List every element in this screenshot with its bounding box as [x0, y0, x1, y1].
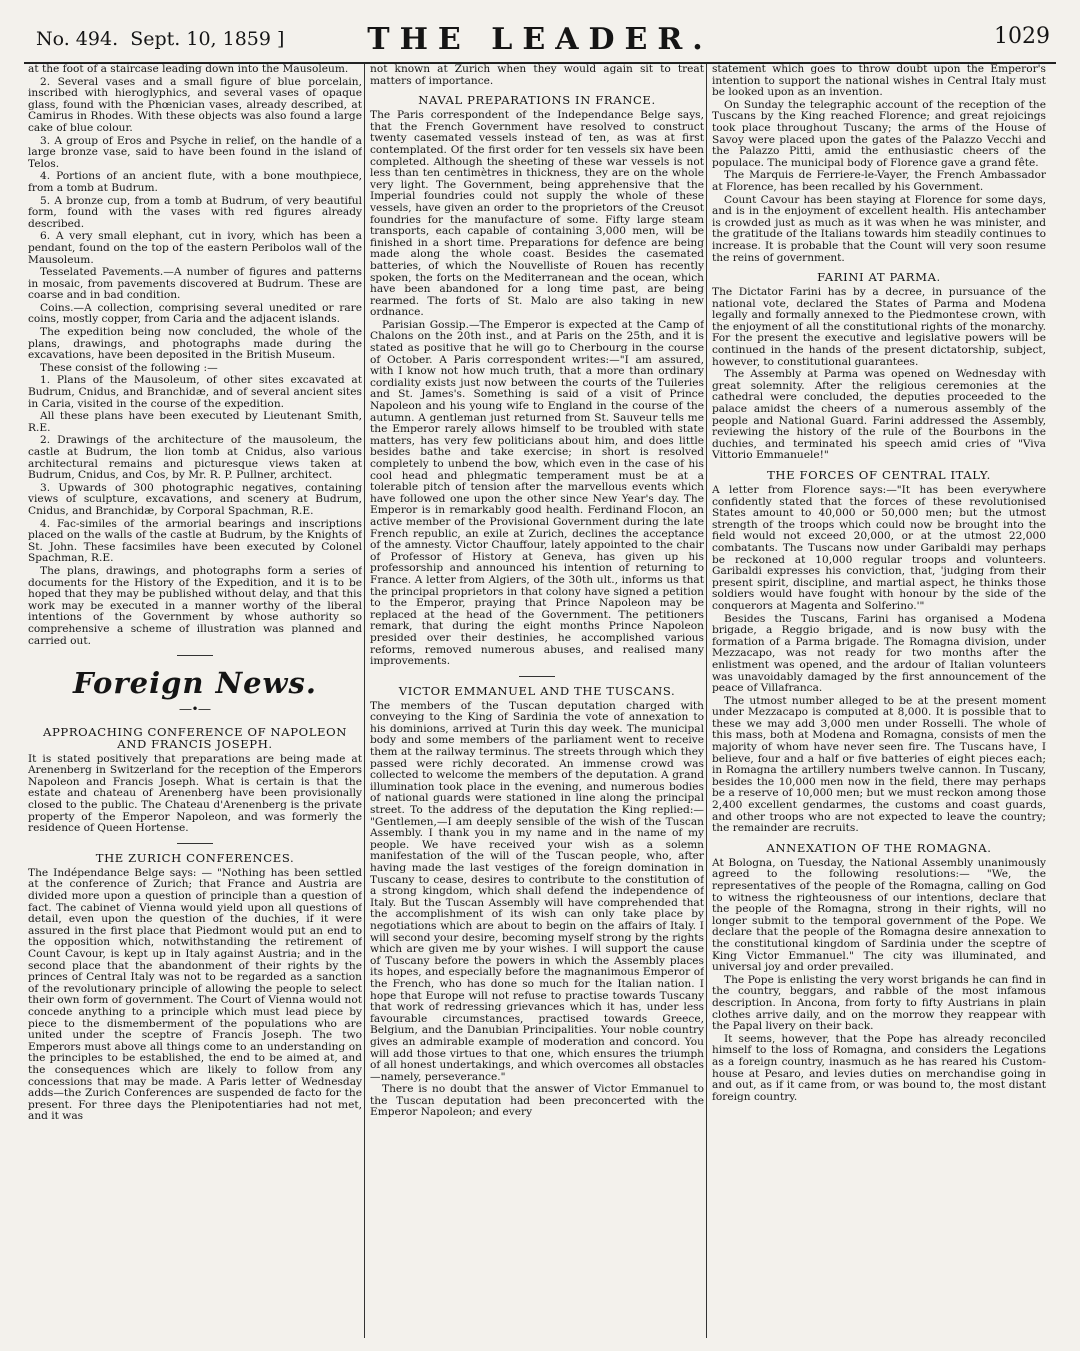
article-heading: VICTOR EMMANUEL AND THE TUSCANS.	[398, 683, 676, 698]
section-divider	[519, 676, 555, 677]
paragraph: Parisian Gossip.—The Emperor is expected at the Camp of Chalons on the 20th inst., and at Paris on the 25th, and it is stated as positive that he will go to Cherbourg in the course of October. A Paris correspondent writes:—"I am assured, with I know not how much truth, that a more than ordinary cordiality exists just now between the courts of the Tuileries and St. James's. Something is said of a visit of Prince Napoleon and his young wife to England in the course of the autumn. A gentleman just returned from St. Sauveur tells me the Emperor rarely allows himself to be troubled with state matters, has very few politicians about him, and does little besides bathe and take exercise; in short is resolved completely to unbend the bow, which even in the case of his cool head and phlegmatic temperament must be at a tolerable pitch of tension after the marvellous events which have followed one upon the other since New Year's day. The Emperor is in remarkably good health. Ferdinand Flocon, an active member of the Provisional Government during the late French republic, an exile at Zurich, declines the acceptance of the amnesty. Victor Chauffour, lately appointed to the chair of Professor of History at Geneva, has given up his professorship and announced his intention of returning to France. A letter from Algiers, of the 30th ult., informs us that the principal proprietors in that colony have signed a petition to the Emperor, praying that Prince Napoleon may be replaced at the head of the Government. The petitioners remark, that during the eight months Prince Napoleon presided over their destinies, he accomplished various reforms, removed numerous abuses, and realised many improvements.	[370, 318, 704, 668]
paragraph: It is stated positively that preparations are being made at Arenenberg in Switzerland for the reception of the Emperors Napoleon and Francis Joseph. What is certain is that the estate and chateau of Arenenberg have been provisionally closed to the public. The Chateau d'Arenenberg is the private property of the Emperor Napoleon, and was formerly the residence of Queen Hortense.	[28, 752, 362, 835]
article-heading: ANNEXATION OF THE ROMAGNA.	[766, 840, 992, 855]
paragraph: not known at Zurich when they would again sit to treat matters of importance.	[370, 64, 704, 87]
paragraph: The Paris correspondent of the Independance Belge says, that the French Government have resolved to construct twenty casemated vessels instead of ten, as was at first contemplated. Of the first order for ten vessels six have been completed. Although the sheeting of these war vessels is not less than ten centimètres in thickness, they are on the whole very light. The Government, being apprehensive that the Imperial foundries could not supply the whole of these vessels, have given an order to the proprietors of the Creusot foundries for the manufacture of some. Fifty large steam transports, each capable of containing 3,000 men, will be finished in a short time. Preparations for defence are being made along the whole coast. Besides the casemated batteries, of which the Nouvelliste of Rouen has recently spoken, the forts on the Mediterranean and the ocean, which have been abandoned for a long time past, are being rearmed. The forts of St. Malo are also taking in new ordnance.	[370, 109, 704, 319]
issue-date: Sept. 10, 1859 ]	[130, 28, 285, 50]
paragraph: 6. A very small elephant, cut in ivory, which has been a pendant, found on the top of the eastern Peribolos wall of the Mausoleum.	[28, 230, 362, 266]
paragraph: The plans, drawings, and photographs form a series of documents for the History of the Expedition, and it is to be hoped that they may be published without delay, and that this work may be executed in a manner worthy of the liberal intentions of the Government by whose authority so comprehensive a scheme of illustration was planned and carried out.	[28, 564, 362, 647]
column-3	[712, 64, 1046, 1336]
paragraph: Tesselated Pavements.—A number of figures and patterns in mosaic, from pavements discovered at Budrum. These are coarse and in bad condition.	[28, 266, 362, 302]
paragraph: The utmost number alleged to be at the present moment under Mezzacapo is computed at 8,000. It is possible that to these we may add 3,000 men under Rosselli. The whole of this mass, both at Modena and Romagna, consists of men the majority of whom have never seen fire. The Tuscans have, I believe, four and a half or five batteries of eight pieces each; in Romagna the artillery numbers twelve cannon. In Tuscany, besides the 10,000 men now in the field, there may perhaps be a reserve of 10,000 men; but we must reckon among those 2,400 excellent gendarmes, the customs and coast guards, and other troops who are not expected to leave the country; the remainder are recruits.	[712, 694, 1046, 835]
article-heading: THE ZURICH CONFERENCES.	[95, 850, 295, 865]
paragraph: statement which goes to throw doubt upon the Emperor's intention to support the national wishes in Central Italy must be looked upon as an invention.	[712, 64, 1046, 99]
paragraph: The Indépendance Belge says: — "Nothing has been settled at the conference of Zurich; that France and Austria are divided more upon a question of principle than a question of fact. The cabinet of Vienna would yield upon all questions of detail, even upon the question of the duchies, if it were assured in the first place that Piedmont would put an end to the opposition which, notwithstanding the retirement of Count Cavour, is kept up in Italy against Austria; and in the second place that the abandonment of their rights by the princes of Central Italy was not to be regarded as a sanction of the revolutionary principle of allowing the people to select their own form of government. The Court of Vienna would not concede anything to a principle which must lead piece by piece to the dismemberment of the populations who are united under the sceptre of Francis Joseph. The two Emperors must above all things come to an understanding on the principles to be established, the end to be aimed at, and the consequences which are likely to follow from any concessions that may be made. A Paris letter of Wednesday adds—the Zurich Conferences are suspended de facto for the present. For three days the Plenipotentiaries had not met, and it was	[28, 866, 362, 1123]
paragraph: It seems, however, that the Pope has already reconciled himself to the loss of Romagna, and considers the Legations as a foreign country, inasmuch as he has reared his Custom-house at Pesaro, and levies duties on merchandise going in and out, as if it came from, or was bound to, the most distant foreign country.	[712, 1032, 1046, 1103]
paragraph: 5. A bronze cup, from a tomb at Budrum, of very beautiful form, found with the vases with red figures already described.	[28, 194, 362, 230]
article-heading: APPROACHING CONFERENCE OF NAPOLEON AND FRANCIS JOSEPH.	[43, 724, 347, 751]
paragraph: On Sunday the telegraphic account of the reception of the Tuscans by the King reached Florence; and great rejoicings took place throughout Tuscany; the arms of the House of Savoy were placed upon the gates of the Palazzo Vecchi and the Palazzo Pitti, amid the enthusiastic cheers of the populace. The municipal body of Florence gave a grand fête.	[712, 98, 1046, 169]
paragraph: At Bologna, on Tuesday, the National Assembly unanimously agreed to the following resolutions:— "We, the representatives of the people of the Romagna, calling on God to witness the righteousness of our intentions, declare that the people of the Romagna, strong in their rights, will no longer submit to the temporal government of the Pope. We declare that the people of the Romagna desire annexation to the constitutional kingdom of Sardinia under the sceptre of King Victor Emmanuel." The city was illuminated, and universal joy and order prevailed.	[712, 856, 1046, 974]
paragraph: The Assembly at Parma was opened on Wednesday with great solemnity. After the religious ceremonies at the cathedral were concluded, the deputies proceeded to the palace amidst the cheers of a numerous assembly of the people and National Guard. Farini addressed the Assembly, reviewing the history of the rule of the Bourbons in the duchies, and terminated his speech amid cries of "Viva Vittorio Emmanuele!"	[712, 368, 1046, 462]
issue-number: No. 494.	[36, 28, 119, 50]
paragraph: The Dictator Farini has by a decree, in pursuance of the national vote, declared the States of Parma and Modena legally and formally annexed to the Piedmontese crown, with the enjoyment of all the constitutional rights of the monarchy. For the present the executive and legislative powers will be continued in the hands of the present dictatorship, subject, however, to constitutional guarantees.	[712, 286, 1046, 368]
paragraph: The Pope is enlisting the very worst brigands he can find in the country, beggars, and rabble of the most infamous description. In Ancona, from forty to fifty Austrians in plain clothes arrive daily, and on the morrow they reappear with the Papal livery on their back.	[712, 973, 1046, 1033]
paragraph: 3. A group of Eros and Psyche in relief, on the handle of a large bronze vase, said to have been found in the island of Telos.	[28, 134, 362, 170]
paragraph: There is no doubt that the answer of Victor Emmanuel to the Tuscan deputation had been preconcerted with the Emperor Napoleon; and every	[370, 1083, 704, 1119]
paragraph: 4. Portions of an ancient flute, with a bone mouthpiece, from a tomb at Budrum.	[28, 170, 362, 194]
page-number: 1029	[994, 24, 1050, 49]
paragraph: These consist of the following :—	[40, 361, 218, 374]
paragraph: 1. Plans of the Mausoleum, of other sites excavated at Budrum, Cnidus, and Branchidæ, and of several ancient sites in Caria, visited in the course of the expedition.	[28, 374, 362, 410]
section-divider	[177, 655, 213, 656]
article-heading: THE FORCES OF CENTRAL ITALY.	[767, 468, 991, 482]
paragraph: Count Cavour has been staying at Florence for some days, and is in the enjoyment of excellent health. His antechamber is crowded just as much as it was when he was minister, and the gratitude of the Italians towards him steadily continues to increase. It is probable that the Count will very soon resume the reins of government.	[712, 193, 1046, 264]
section-heading-foreign-news: Foreign News.	[73, 666, 317, 701]
masthead	[24, 18, 1056, 64]
column-divider	[706, 64, 707, 1338]
paragraph: at the foot of a staircase leading down into the Mausoleum.	[28, 64, 349, 75]
paragraph: Coins.—A collection, comprising several unedited or rare coins, mostly copper, from Caria and the adjacent islands.	[28, 301, 362, 326]
paragraph: The members of the Tuscan deputation charged with conveying to the King of Sardinia the vote of annexation to his dominions, arrived at Turin this day week. The municipal body and some members of the parliament went to receive them at the railway terminus. The streets through which they passed were richly decorated. An immense crowd was collected to welcome the members of the deputation. A grand illumination took place in the evening, and numerous bodies of national guards were stationed in line along the principal street. To the address of the deputation the King replied:— "Gentlemen,—I am deeply sensible of the wish of the Tuscan Assembly. I thank you in my name and in the name of my people. We have received your wish as a solemn manifestation of the will of the Tuscan people, who, after having made the last vestiges of the foreign domination in Tuscany to cease, desires to contribute to the constitution of a strong kingdom, which shall defend the independence of Italy. But the Tuscan Assembly will have comprehended that the accomplishment of its wish can only take place by negotiations which are about to begin on the affairs of Italy. I will second your desire, becoming myself strong by the rights which are given me by your wishes. I will support the cause of Tuscany before the powers in which the Assembly places its hopes, and especially before the magnanimous Emperor of the French, who has done so much for the Italian nation. I hope that Europe will not refuse to practise towards Tuscany that work of redressing grievances which it has, under less favourable circumstances, practised towards Greece, Belgium, and the Danubian Principalities. Your noble country gives an admirable example of moderation and concord. You will add those virtues to that one, which ensures the triumph of all honest undertakings, and which overcomes all obstacles—namely, perseverance."	[370, 699, 704, 1083]
paragraph: All these plans have been executed by Lieutenant Smith, R.E.	[28, 410, 362, 434]
paragraph: 4. Fac-similes of the armorial bearings and inscriptions placed on the walls of the castle at Budrum, by the Knights of St. John. These facsimiles have been executed by Colonel Spachman, R.E.	[28, 517, 362, 565]
article-heading: FARINI AT PARMA.	[817, 270, 941, 285]
ornament-icon: ―•―	[179, 702, 211, 717]
newspaper-title: THE LEADER.	[367, 22, 713, 57]
column-2	[370, 64, 704, 1336]
section-divider	[177, 843, 213, 844]
column-divider	[364, 64, 365, 1338]
article-heading: NAVAL PREPARATIONS IN FRANCE.	[418, 93, 656, 108]
paragraph: The Marquis de Ferriere-le-Vayer, the French Ambassador at Florence, has been recalled by his Government.	[712, 169, 1046, 193]
column-1	[28, 64, 362, 1336]
paragraph: 2. Several vases and a small figure of blue porcelain, inscribed with hieroglyphics, and several vases of opaque glass, found with the Phœnician vases, already described, at Camirus in Rhodes. With these objects was also found a large cake of blue colour.	[28, 75, 362, 134]
paragraph: 3. Upwards of 300 photographic negatives, containing views of sculpture, excavations, and scenery at Budrum, Cnidus, and Branchidæ, by Corporal Spachman, R.E.	[28, 481, 362, 517]
paragraph: Besides the Tuscans, Farini has organised a Modena brigade, a Reggio brigade, and is now busy with the formation of a Parma brigade. The Romagna division, under Mezzacapo, was not ready for two months after the enlistment was opened, and the ardour of Italian volunteers was unavoidably damaged by the first announcement of the peace of Villafranca.	[712, 612, 1046, 695]
paragraph: The expedition being now concluded, the whole of the plans, drawings, and photographs made during the excavations, have been deposited in the British Museum.	[28, 326, 362, 362]
paragraph: A letter from Florence says:—"It has been everywhere confidently stated that the forces of these revolutionised States amount to 40,000 or 50,000 men; but the utmost strength of the troops which could now be brought into the field would not exceed 20,000, or at the utmost 22,000 combatants. The Tuscans now under Garibaldi may perhaps be reckoned at 10,000 regular troops and volunteers. Garibaldi expresses his conviction, that, 'judging from their present spirit, discipline, and martial aspect, he thinks those soldiers would have fought with honour by the side of the conquerors at Magenta and Solferino.'"	[712, 484, 1046, 612]
paragraph: 2. Drawings of the architecture of the mausoleum, the castle at Budrum, the lion tomb at Cnidus, also various architectural remains and picturesque views taken at Budrum, Cnidus, and Cos, by Mr. R. P. Pullner, architect.	[28, 434, 362, 482]
